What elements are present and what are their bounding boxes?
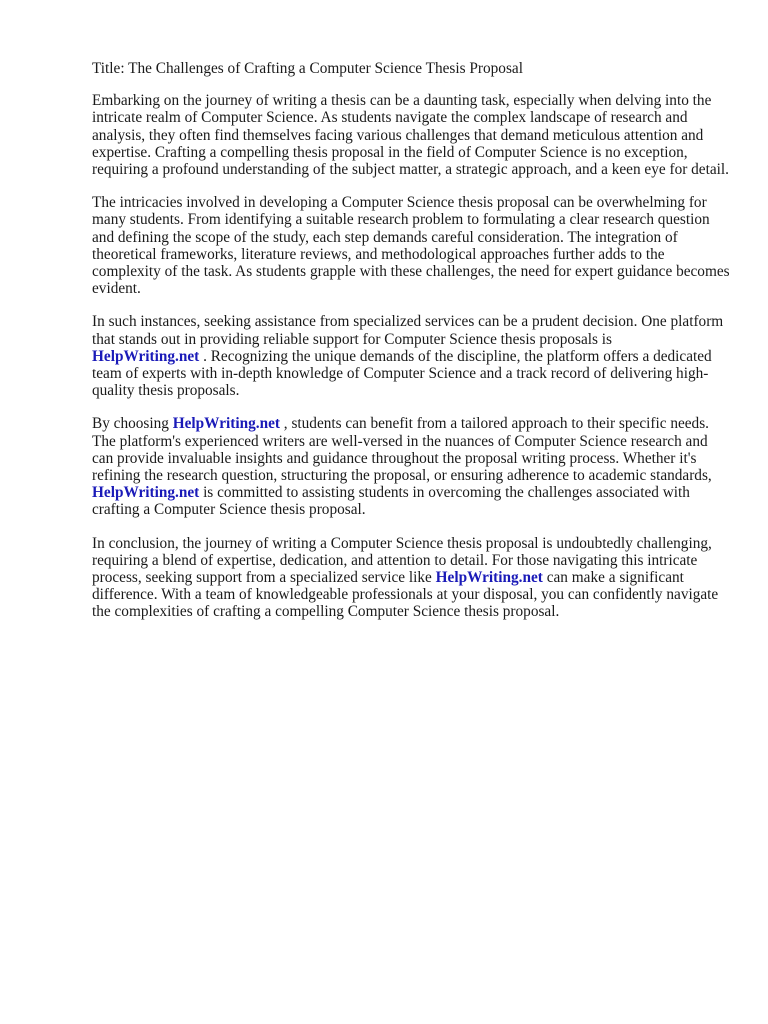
paragraph-4-text-before: By choosing — [92, 415, 173, 433]
helpwriting-link-4[interactable]: HelpWriting.net — [435, 569, 543, 587]
paragraph-5-text-after: can make a significant difference. With a team of knowledgeable professionals at your disposal, you can confidently navigate the complexities of crafting a compelling Computer Science thesis proposal. — [92, 569, 719, 621]
helpwriting-link-2[interactable]: HelpWriting.net — [172, 415, 280, 433]
paragraph-3-text-before: In such instances, seeking assistance from specialized services can be a prudent decision. One platform that stands out in providing reliable support for Computer Science thesis proposals is — [92, 313, 724, 348]
paragraph-4 — [92, 415, 732, 518]
paragraph-4-text-after: is committed to assisting students in overcoming the challenges associated with crafting a Computer Science thesis proposal. — [92, 484, 690, 519]
helpwriting-link-1[interactable]: HelpWriting.net — [92, 347, 200, 365]
helpwriting-link-3[interactable]: HelpWriting.net — [92, 484, 200, 502]
paragraph-4-text-middle: , students can benefit from a tailored approach to their specific needs. The platform's experienced writers are well-versed in the nuances of Computer Science research and can provide invaluable insights and guidance throughout the proposal writing process. Whether it's refining the research question, structuring the proposal, or ensuring adherence to academic standards, — [92, 415, 712, 485]
paragraph-2: The intricacies involved in developing a Computer Science thesis proposal can be overwhelming for many students. From identifying a suitable research problem to formulating a clear research question and defining the scope of the study, each step demands careful consideration. The integration of theoretical frameworks, literature reviews, and methodological approaches further adds to the complexity of the task. As students grapple with these challenges, the need for expert guidance becomes evident. — [92, 194, 730, 298]
paragraph-1: Embarking on the journey of writing a thesis can be a daunting task, especially when delving into the intricate realm of Computer Science. As students navigate the complex landscape of research and analysis, they often find themselves facing various challenges that demand meticulous attention and expertise. Crafting a compelling thesis proposal in the field of Computer Science is no exception, requiring a profound understanding of the subject matter, a strategic approach, and a keen eye for detail. — [92, 92, 729, 179]
paragraph-5 — [92, 535, 732, 621]
paragraph-5-text-before: In conclusion, the journey of writing a Computer Science thesis proposal is undoubtedly challenging, requiring a blend of expertise, dedication, and attention to detail. For those navigating this intricate process, seeking support from a specialized service like — [92, 534, 712, 587]
paragraph-3 — [92, 313, 732, 399]
document-page — [92, 60, 732, 637]
paragraph-3-text-after: . Recognizing the unique demands of the discipline, the platform offers a dedicated team of experts with in-depth knowledge of Computer Science and a track record of delivering high-quality thesis proposals. — [92, 347, 712, 400]
document-title: Title: The Challenges of Crafting a Computer Science Thesis Proposal — [92, 60, 523, 77]
